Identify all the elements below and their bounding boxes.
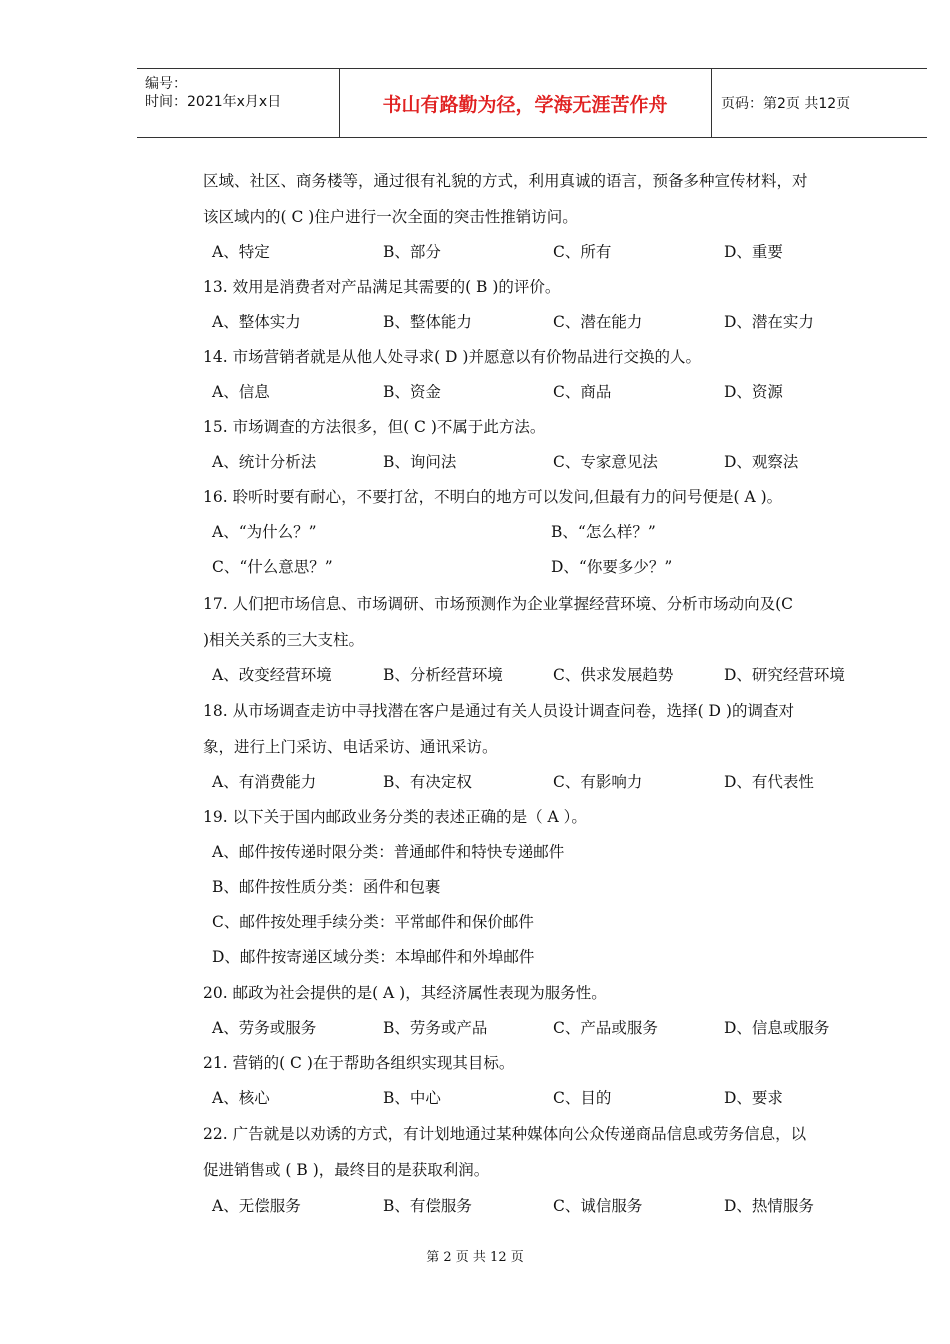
answer-option: C、潜在能力 bbox=[553, 313, 643, 331]
answer-option: A、劳务或服务 bbox=[212, 1019, 317, 1037]
answer-option: B、中心 bbox=[383, 1089, 441, 1107]
answer-option: B、有偿服务 bbox=[383, 1197, 472, 1215]
answer-option: A、无偿服务 bbox=[212, 1197, 301, 1215]
answer-option: D、信息或服务 bbox=[724, 1019, 830, 1037]
question-stem-continued: 促进销售或 ( B )，最终目的是获取利润。 bbox=[203, 1161, 490, 1179]
footer-page-number: 第 2 页 共 12 页 bbox=[426, 1250, 524, 1265]
question-stem: 19. 以下关于国内邮政业务分类的表述正确的是（ A ）。 bbox=[203, 808, 587, 826]
answer-option: C、所有 bbox=[553, 243, 612, 261]
page-footer bbox=[0, 1246, 950, 1265]
question-stem-continued: )相关关系的三大支柱。 bbox=[203, 631, 365, 649]
answer-option: C、诚信服务 bbox=[553, 1197, 643, 1215]
answer-option: A、特定 bbox=[212, 243, 270, 261]
answer-option: D、重要 bbox=[724, 243, 783, 261]
answer-option: D、“你要多少？” bbox=[551, 558, 673, 576]
answer-option: C、目的 bbox=[553, 1089, 612, 1107]
question-stem: 22. 广告就是以劝诱的方式，有计划地通过某种媒体向公众传递商品信息或劳务信息，以 bbox=[203, 1125, 807, 1143]
header-page-cell bbox=[711, 69, 927, 137]
question-stem: 18. 从市场调查走访中寻找潜在客户是通过有关人员设计调查问卷，选择( D )的调查对 bbox=[203, 702, 794, 720]
question-stem: 13. 效用是消费者对产品满足其需要的( B )的评价。 bbox=[203, 278, 561, 296]
question-stem: 14. 市场营销者就是从他人处寻求( D )并愿意以有价物品进行交换的人。 bbox=[203, 348, 701, 366]
answer-option: B、询问法 bbox=[383, 453, 457, 471]
answer-option: A、核心 bbox=[212, 1089, 270, 1107]
answer-option: D、邮件按寄递区域分类：本埠邮件和外埠邮件 bbox=[212, 948, 535, 966]
answer-option: B、有决定权 bbox=[383, 773, 472, 791]
question-stem: 16. 聆听时要有耐心，不要打岔，不明白的地方可以发问,但最有力的问号便是( A )。 bbox=[203, 488, 783, 506]
paragraph-line: 该区域内的( C )住户进行一次全面的突击性推销访问。 bbox=[203, 208, 578, 226]
answer-option: C、专家意见法 bbox=[553, 453, 658, 471]
answer-option: D、研究经营环境 bbox=[724, 666, 845, 684]
answer-option: D、要求 bbox=[724, 1089, 783, 1107]
question-stem: 15. 市场调查的方法很多，但( C )不属于此方法。 bbox=[203, 418, 546, 436]
answer-option: C、供求发展趋势 bbox=[553, 666, 674, 684]
answer-option: A、统计分析法 bbox=[212, 453, 317, 471]
answer-option: C、产品或服务 bbox=[553, 1019, 658, 1037]
answer-option: D、有代表性 bbox=[724, 773, 814, 791]
answer-option: B、资金 bbox=[383, 383, 441, 401]
answer-option: B、劳务或产品 bbox=[383, 1019, 488, 1037]
answer-option: A、整体实力 bbox=[212, 313, 301, 331]
answer-option: B、部分 bbox=[383, 243, 441, 261]
answer-option: D、观察法 bbox=[724, 453, 799, 471]
answer-option: D、资源 bbox=[724, 383, 783, 401]
answer-option: C、“什么意思？” bbox=[212, 558, 333, 576]
answer-option: C、邮件按处理手续分类：平常邮件和保价邮件 bbox=[212, 913, 534, 931]
answer-option: B、“怎么样？” bbox=[551, 523, 656, 541]
question-stem: 21. 营销的( C )在于帮助各组织实现其目标。 bbox=[203, 1054, 515, 1072]
answer-option: C、商品 bbox=[553, 383, 612, 401]
header-motto: 书山有路勤为径，学海无涯苦作舟 bbox=[382, 93, 668, 116]
header-left-cell bbox=[137, 69, 340, 137]
answer-option: A、“为什么？” bbox=[212, 523, 317, 541]
header-page-info: 页码：第2页 共12页 bbox=[721, 96, 851, 112]
paragraph-line: 区域、社区、商务楼等，通过很有礼貌的方式，利用真诚的语言，预备多种宣传材料，对 bbox=[203, 172, 808, 190]
answer-option: B、邮件按性质分类：函件和包裹 bbox=[212, 878, 441, 896]
answer-option: C、有影响力 bbox=[553, 773, 643, 791]
question-stem: 20. 邮政为社会提供的是( A )，其经济属性表现为服务性。 bbox=[203, 984, 607, 1002]
document-time-label: 时间：2021年x月x日 bbox=[145, 94, 282, 110]
answer-option: D、潜在实力 bbox=[724, 313, 814, 331]
answer-option: B、分析经营环境 bbox=[383, 666, 503, 684]
answer-option: A、邮件按传递时限分类：普通邮件和特快专递邮件 bbox=[212, 843, 565, 861]
answer-option: A、信息 bbox=[212, 383, 270, 401]
question-stem-continued: 象，进行上门采访、电话采访、通讯采访。 bbox=[203, 738, 498, 756]
answer-option: D、热情服务 bbox=[724, 1197, 814, 1215]
answer-option: A、改变经营环境 bbox=[212, 666, 332, 684]
answer-option: A、有消费能力 bbox=[212, 773, 317, 791]
header-motto-cell bbox=[339, 69, 712, 137]
question-stem: 17. 人们把市场信息、市场调研、市场预测作为企业掌握经营环境、分析市场动向及(C bbox=[203, 595, 793, 613]
page-header bbox=[137, 68, 927, 138]
answer-option: B、整体能力 bbox=[383, 313, 472, 331]
document-number-label: 编号： bbox=[145, 76, 187, 92]
